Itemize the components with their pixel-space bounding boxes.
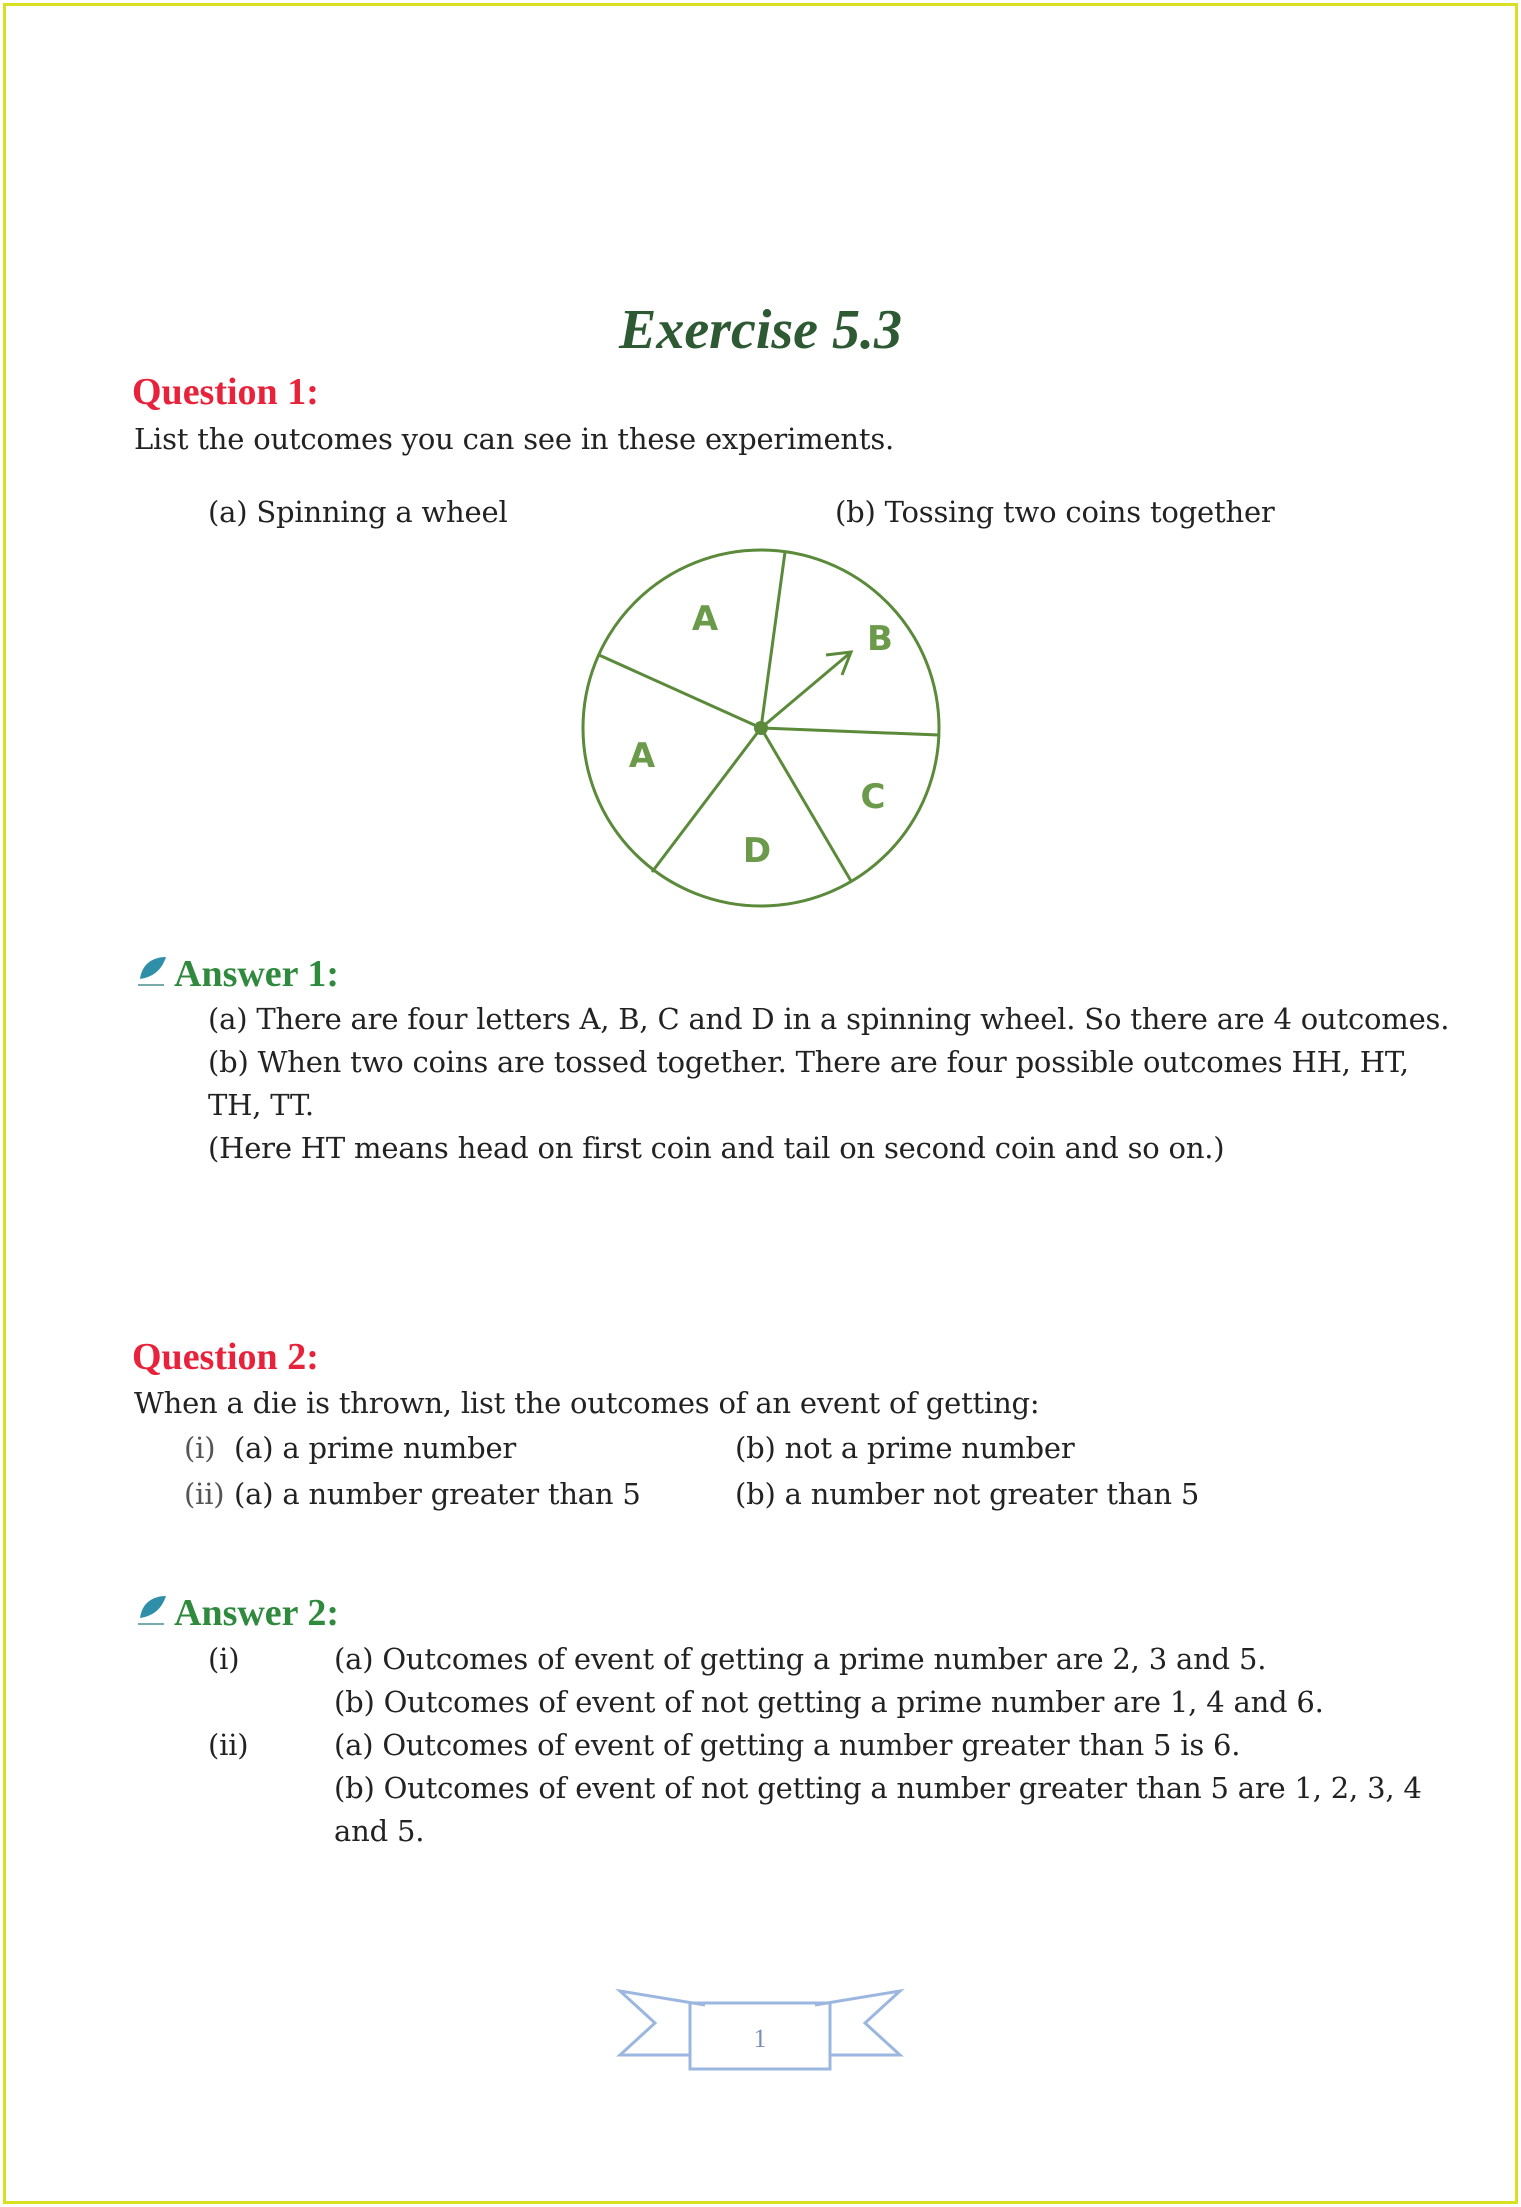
wheel-label-b: B <box>867 619 893 659</box>
question-1-part-b: (b) Tossing two coins together <box>835 495 1275 529</box>
wheel-label-d: D <box>742 831 772 871</box>
leaf-icon <box>134 953 170 989</box>
answer-2-heading: Answer 2: <box>174 1592 340 1634</box>
answer-1-heading: Answer 1: <box>174 953 340 995</box>
question-1-prompt: List the outcomes you can see in these experiments. <box>134 422 895 456</box>
question-1-heading: Question 1: <box>132 371 319 413</box>
wheel-divider <box>761 728 851 881</box>
answer-2-ii-b-line-2: and 5. <box>334 1814 425 1848</box>
question-2-row-2-a: (a) a number greater than 5 <box>234 1477 641 1511</box>
answer-1-line-2: (b) When two coins are tossed together. There are four possible outcomes HH, HT, <box>208 1045 1409 1079</box>
question-2-row-2-number: (ii) <box>184 1477 225 1511</box>
page-number-ribbon <box>615 1985 905 2075</box>
page-title: Exercise 5.3 <box>618 299 903 361</box>
wheel-divider <box>599 655 761 728</box>
question-1-part-a: (a) Spinning a wheel <box>208 495 508 529</box>
wheel-label-a-left: A <box>628 736 656 776</box>
wheel-label-a-top: A <box>691 599 719 639</box>
question-2-prompt: When a die is thrown, list the outcomes of an event of getting: <box>134 1386 1040 1420</box>
ribbon-right-tail <box>815 1991 900 2055</box>
answer-2-i-label: (i) <box>208 1642 240 1676</box>
question-2-row-1-number: (i) <box>184 1431 216 1465</box>
question-2-heading: Question 2: <box>132 1336 319 1378</box>
wheel-center <box>754 721 768 735</box>
wheel-divider <box>761 728 939 735</box>
spinner-arrow <box>761 653 850 728</box>
answer-2-ii-b-line-1: (b) Outcomes of event of not getting a number greater than 5 are 1, 2, 3, 4 <box>334 1771 1422 1805</box>
answer-2-ii-a: (a) Outcomes of event of getting a number greater than 5 is 6. <box>334 1728 1241 1762</box>
wheel-divider <box>761 552 785 728</box>
wheel-label-c: C <box>860 777 886 817</box>
question-2-row-1-b: (b) not a prime number <box>735 1431 1075 1465</box>
spinning-wheel-figure <box>570 545 950 915</box>
answer-1-line-1: (a) There are four letters A, B, C and D in a spinning wheel. So there are 4 outcomes. <box>208 1002 1450 1036</box>
leaf-icon <box>134 1592 170 1628</box>
answer-2-ii-label: (ii) <box>208 1728 249 1762</box>
question-2-row-1-a: (a) a prime number <box>234 1431 517 1465</box>
answer-2-i-a: (a) Outcomes of event of getting a prime number are 2, 3 and 5. <box>334 1642 1267 1676</box>
answer-1-line-3: TH, TT. <box>208 1088 314 1122</box>
answer-1-line-4: (Here HT means head on first coin and tail on second coin and so on.) <box>208 1131 1225 1165</box>
page-number: 1 <box>753 2024 767 2053</box>
ribbon-left-tail <box>620 1991 705 2055</box>
question-2-row-2-b: (b) a number not greater than 5 <box>735 1477 1200 1511</box>
answer-2-i-b: (b) Outcomes of event of not getting a prime number are 1, 4 and 6. <box>334 1685 1324 1719</box>
